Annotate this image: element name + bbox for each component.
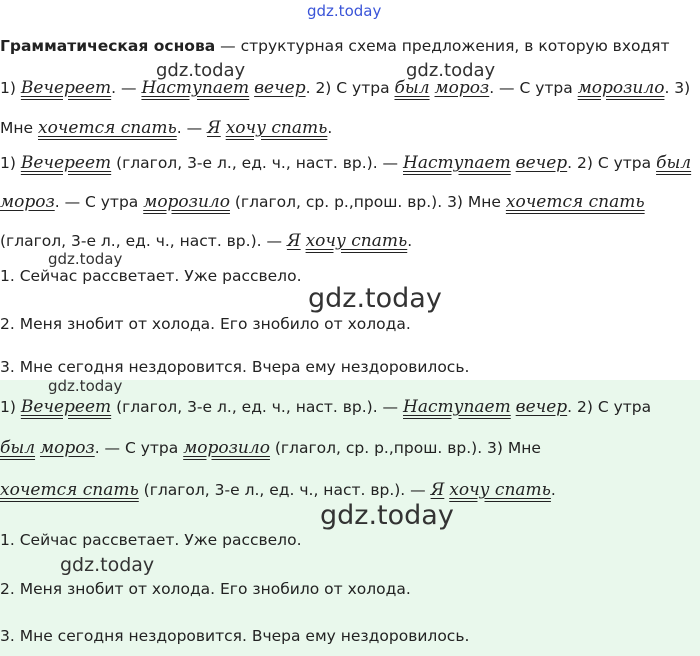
analysis-line-3	[0, 231, 412, 251]
answer-2-final: 2. Меня знобит от холода. Его знобило от холода.	[0, 580, 411, 598]
answer-analysis-line-1	[0, 397, 651, 417]
text: . 2) С утра	[567, 154, 657, 172]
answer-3-final: 3. Мне сегодня нездоровится. Вчера ему нездоровилось.	[0, 627, 470, 645]
predicate: морозило	[143, 192, 230, 212]
watermark: gdz.today	[320, 500, 454, 531]
predicate: хочу спать	[305, 231, 408, 251]
predicate: морозило	[183, 438, 270, 458]
predicate: хочется спать	[37, 118, 177, 138]
predicate: Вечереет	[20, 397, 112, 417]
text: . — С утра	[489, 79, 578, 97]
subject: вечер	[254, 78, 306, 98]
term-heading: Грамматическая основа	[0, 37, 216, 55]
text: . — С утра	[94, 439, 184, 457]
watermark: gdz.today	[406, 60, 496, 81]
predicate: был	[0, 438, 36, 458]
predicate: Наступает	[141, 78, 250, 98]
predicate: морозило	[577, 78, 665, 98]
watermark: gdz.today	[308, 283, 442, 314]
text: . 3)	[664, 79, 691, 97]
text: (глагол, 3-е л., ед. ч., наст. вр.). —	[0, 232, 287, 250]
predicate: Вечереет	[20, 153, 112, 173]
predicate: Вечереет	[20, 78, 112, 98]
subject: Я	[286, 231, 301, 251]
example-line-2	[0, 118, 332, 138]
example-line-1	[0, 78, 690, 98]
answer-1-final: 1. Сейчас рассветает. Уже рассвело.	[0, 531, 302, 549]
text: .	[327, 119, 333, 137]
text: (глагол, 3-е л., ед. ч., наст. вр.). —	[111, 398, 403, 416]
predicate: Наступает	[403, 397, 511, 417]
subject: мороз	[434, 78, 490, 98]
subject: мороз	[39, 438, 95, 458]
text: .	[407, 232, 413, 250]
text: . — С утра	[54, 193, 144, 211]
subject: вечер	[515, 153, 568, 173]
subject: Я	[207, 118, 221, 138]
text: (глагол, 3-е л., ед. ч., наст. вр.). —	[111, 154, 403, 172]
answer-analysis-line-2	[0, 438, 541, 458]
text: (глагол, ср. р.,прош. вр.). 3) Мне	[269, 439, 541, 457]
predicate: был	[394, 78, 430, 98]
text: . —	[111, 79, 142, 97]
item-number: 1)	[0, 79, 21, 97]
watermark: gdz.today	[48, 250, 123, 268]
intro-text: — структурная схема предложения, в которую входят	[215, 37, 670, 55]
text: (глагол, ср. р.,прош. вр.). 3) Мне	[229, 193, 506, 211]
analysis-line-2	[0, 192, 645, 212]
watermark: gdz.today	[48, 377, 123, 395]
predicate: Наступает	[403, 153, 511, 173]
answer-2: 2. Меня знобит от холода. Его знобило от холода.	[0, 315, 411, 333]
answer-analysis-line-3	[0, 480, 556, 500]
text: (глагол, 3-е л., ед. ч., наст. вр.). —	[138, 481, 431, 499]
text: .	[550, 481, 556, 499]
subject: Я	[430, 480, 445, 500]
predicate: хочется спать	[0, 480, 139, 500]
text: . 2) С утра	[567, 398, 652, 416]
analysis-line-1	[0, 153, 691, 173]
answer-1: 1. Сейчас рассветает. Уже рассвело.	[0, 267, 302, 285]
watermark: gdz.today	[60, 554, 155, 576]
watermark-top: gdz.today	[307, 2, 382, 20]
answer-3: 3. Мне сегодня нездоровится. Вчера ему нездоровилось.	[0, 358, 470, 376]
predicate: хочется спать	[505, 192, 645, 212]
text: Мне	[0, 119, 38, 137]
subject: мороз	[0, 192, 55, 212]
predicate: хочу спать	[225, 118, 328, 138]
intro-line	[0, 36, 670, 56]
text: . —	[176, 119, 208, 137]
predicate: был	[656, 153, 692, 173]
predicate: хочу спать	[449, 480, 551, 500]
watermark: gdz.today	[156, 60, 246, 81]
subject: вечер	[515, 397, 568, 417]
item-number: 1)	[0, 398, 21, 416]
item-number: 1)	[0, 154, 21, 172]
text: . 2) С утра	[305, 79, 395, 97]
